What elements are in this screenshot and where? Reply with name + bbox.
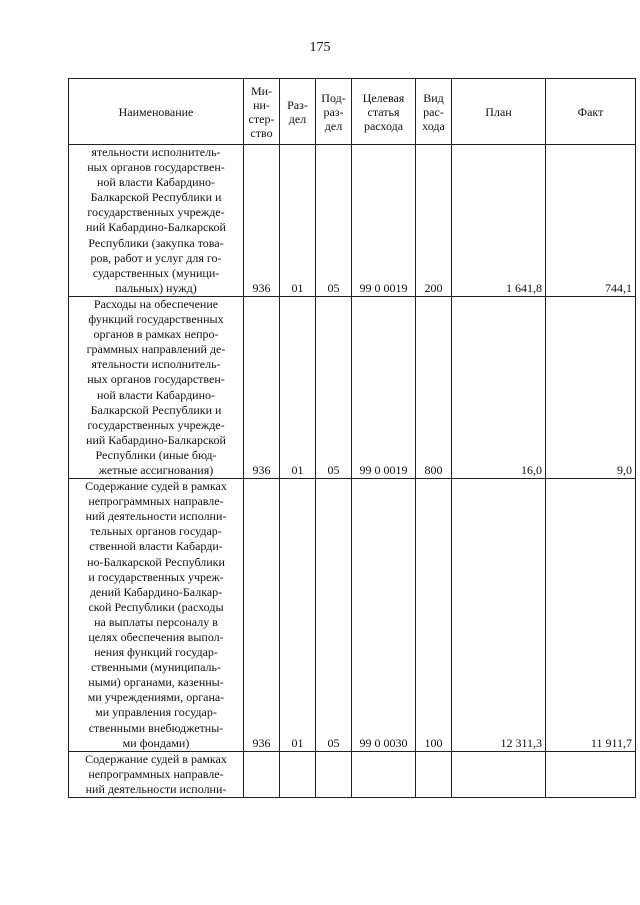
row-target: 99 0 0030 bbox=[352, 479, 416, 752]
row-plan: 16,0 bbox=[452, 296, 546, 478]
row-ministry: 936 bbox=[244, 296, 280, 478]
row-ministry: 936 bbox=[244, 145, 280, 297]
row-ministry: 936 bbox=[244, 479, 280, 752]
row-plan: 12 311,3 bbox=[452, 479, 546, 752]
row-target: 99 0 0019 bbox=[352, 145, 416, 297]
row-subsection: 05 bbox=[316, 479, 352, 752]
table-row bbox=[69, 479, 636, 752]
header-plan: План bbox=[452, 79, 546, 145]
table-row bbox=[69, 751, 636, 797]
row-target: 99 0 0019 bbox=[352, 296, 416, 478]
header-section: Раз- дел bbox=[280, 79, 316, 145]
row-expense-type bbox=[416, 751, 452, 797]
table-row bbox=[69, 145, 636, 297]
row-section: 01 bbox=[280, 145, 316, 297]
row-name: Содержание судей в рамках непрограммных направле- ний деятельности исполни- bbox=[69, 751, 244, 797]
row-expense-type: 100 bbox=[416, 479, 452, 752]
row-fact: 11 911,7 bbox=[546, 479, 636, 752]
row-section: 01 bbox=[280, 479, 316, 752]
header-subsection: Под- раз- дел bbox=[316, 79, 352, 145]
row-fact: 9,0 bbox=[546, 296, 636, 478]
row-section bbox=[280, 751, 316, 797]
header-target: Целевая статья расхода bbox=[352, 79, 416, 145]
header-ministry: Ми- ни- стер- ство bbox=[244, 79, 280, 145]
row-subsection: 05 bbox=[316, 145, 352, 297]
row-name: Содержание судей в рамках непрограммных направле- ний деятельности исполни- тельных органов государ- ственной власти Кабарди- но-Балкарской Республики и государственных учреж- дений Кабардино-Балкар- ской Республики (расходы на выплаты персоналу в целях обеспечения выпол- нения функций государ- ственными (муниципаль- ными) органами, казенны- ми учреждениями, органа- ми управления государ- ственными внебюджетны- ми фондами) bbox=[69, 479, 244, 752]
row-fact: 744,1 bbox=[546, 145, 636, 297]
budget-table bbox=[68, 78, 636, 798]
header-fact: Факт bbox=[546, 79, 636, 145]
header-expense-type: Вид рас- хода bbox=[416, 79, 452, 145]
row-name: ятельности исполнитель- ных органов государствен- ной власти Кабардино- Балкарской Республики и государственных учрежде- ний Кабардино-Балкарской Республики (закупка това- ров, работ и услуг для го- сударственных (муници- пальных) нужд) bbox=[69, 145, 244, 297]
row-fact bbox=[546, 751, 636, 797]
header-name: Наименование bbox=[69, 79, 244, 145]
row-subsection: 05 bbox=[316, 296, 352, 478]
table-row bbox=[69, 296, 636, 478]
row-plan bbox=[452, 751, 546, 797]
row-subsection bbox=[316, 751, 352, 797]
row-expense-type: 200 bbox=[416, 145, 452, 297]
row-section: 01 bbox=[280, 296, 316, 478]
row-plan: 1 641,8 bbox=[452, 145, 546, 297]
table-header-row bbox=[69, 79, 636, 145]
row-target bbox=[352, 751, 416, 797]
row-ministry bbox=[244, 751, 280, 797]
page-number: 175 bbox=[309, 40, 331, 55]
row-name: Расходы на обеспечение функций государственных органов в рамках непро- граммных направлений де- ятельности исполнитель- ных органов государствен- ной власти Кабардино- Балкарской Республики и государственных учрежде- ний Кабардино-Балкарской Республики (иные бюд- жетные ассигнования) bbox=[69, 296, 244, 478]
row-expense-type: 800 bbox=[416, 296, 452, 478]
